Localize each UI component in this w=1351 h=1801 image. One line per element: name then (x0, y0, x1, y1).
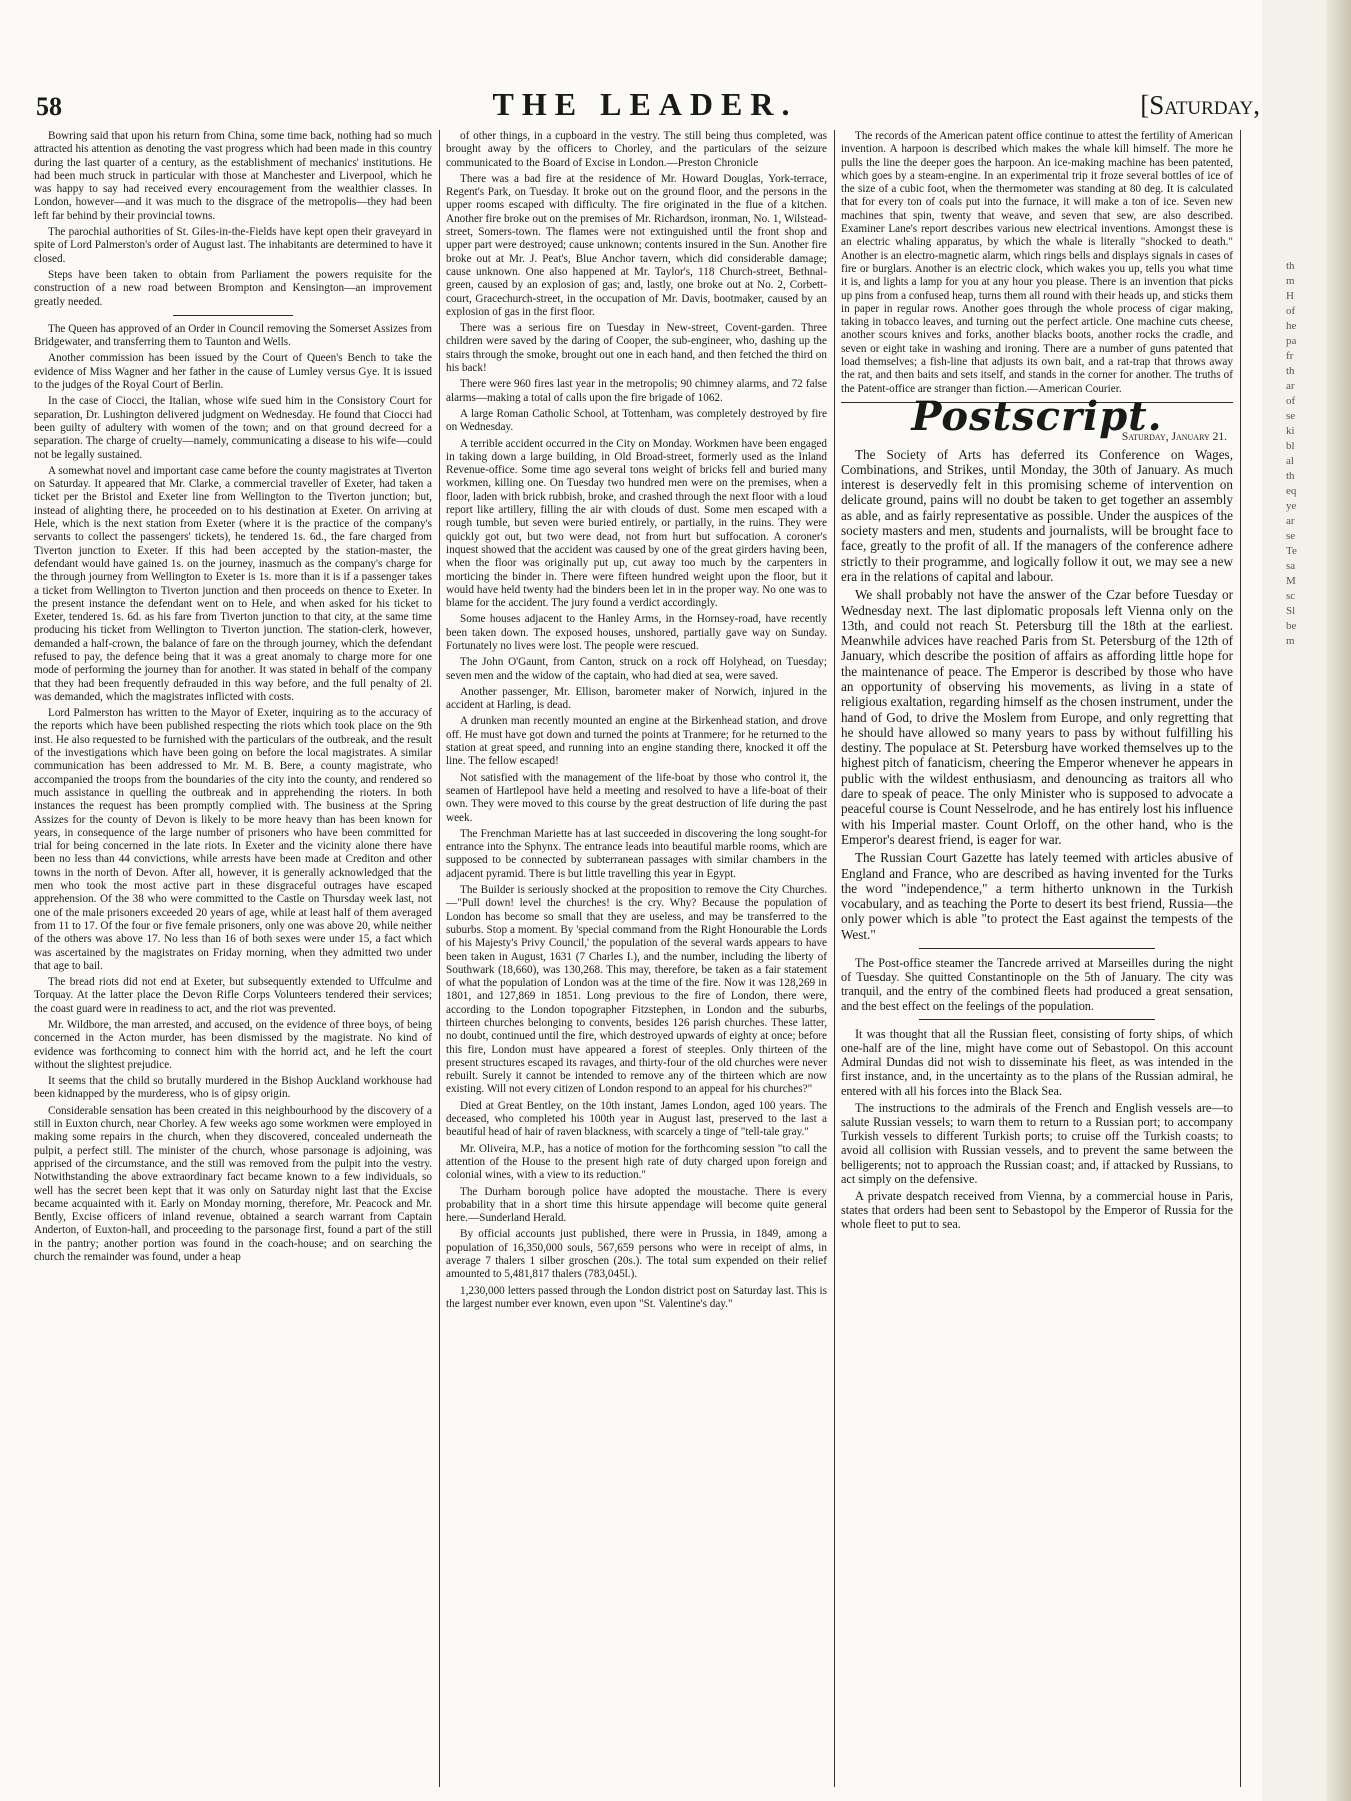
article-paragraph: There was a bad fire at the residence of Mr. Howard Douglas, York-terrace, Regent's Park, on Tuesday. It broke out on the ground floor, and the persons in the upper rooms escaped with difficulty. The fire originated in the flue of a kitchen. Another fire broke out on the premises of Mr. Richardson, ironman, No. 1, Wilstead-street, Somers-town. The flames were not extinguished until the front shop and upper part were destroyed; cause unknown; contents insured in the Sun. Another fire broke out at Mr. J. Peat's, Blue Anchor tavern, which did considerable damage; cause unknown. One also happened at Mr. Taylor's, 118 Church-street, Bethnal-green, caused by an explosion of gas; and, lastly, one broke out at No. 2, Corbett-court, Gracechurch-street, in the occupation of Mr. Davis, bootmaker, caused by an explosion of gas in the first floor. (446, 172, 827, 318)
article-paragraph: A private despatch received from Vienna, by a commercial house in Paris, states that orders had been sent to Sebastopol by the Emperor of Russia for the whole fleet to put to sea. (841, 1189, 1233, 1232)
article-paragraph: The bread riots did not end at Exeter, but subsequently extended to Uffculme and Torquay. At the latter place the Devon Rifle Corps Volunteers tendered their services; the coast guard were in readiness to act, and the riot was prevented. (34, 976, 432, 1015)
article-paragraph: Bowring said that upon his return from China, some time back, nothing had so much attracted his attention as denoting the vast progress which had been made in this country during the last quarter of a century, as the establishment of mechanics' institutions. He had been much struck in particular with those at Manchester and Liverpool, which he was happy to say had received every encouragement from the wealthier classes. In London, however—and it was much to the disgrace of the metropolis—they had been left far behind by their provincial towns. (34, 130, 432, 222)
article-paragraph: The Builder is seriously shocked at the proposition to remove the City Churches.—"Pull down! level the churches! is the cry. Why? Because the population of London has become so small that they are useless, and may be transferred to the suburbs. Stop a moment. By 'special command from the Right Honourable the Lords of his Majesty's Privy Council,' the population of the several wards appears to have been taken in August, 1631 (7 Charles I.), and the number, including the liberty of Southwark (18,660), was 130,268. This may, therefore, be taken as a fair statement of what the population of London was at the time of the fire. Now it was 128,269 in 1801, and 127,869 in 1851. Long previous to the fire of London, there were, according to the London topographer Fitzstephen, in London and the suburbs, thirteen churches belonging to convents, besides 126 parish churches. These latter, no doubt, continued until the fire, which destroyed upwards of eighty at once; before this fire, London must have appeared a forest of steeples. Only thirteen of the present structures escaped its ravages, and thirty-four of the old churches were never rebuilt. Surely it cannot be intended to remove any of the thirteen which are now existing. Will not every citizen of London respond to an appeal for his churches?" (446, 884, 827, 1096)
article-paragraph: Another commission has been issued by the Court of Queen's Bench to take the evidence of Miss Wagner and her father in the cause of Lumley versus Gye. It is issued to the judges of the Royal Court of Berlin. (34, 352, 432, 392)
article-paragraph: Steps have been taken to obtain from Parliament the powers requisite for the construction of a new road between Brompton and Kensington—an improvement greatly needed. (34, 268, 432, 308)
article-paragraph: We shall probably not have the answer of the Czar before Tuesday or Wednesday next. The last diplomatic proposals left Vienna only on the 13th, and could not reach St. Petersburg till the 18th at the earliest. Meanwhile advices have reached Paris from St. Petersburg of the 12th of January, which describe the position of affairs as affording little hope for the maintenance of peace. The Emperor is described by those who have an opportunity of observing his movements, as living in a state of religious exaltation, regarding himself as the chosen instrument, under the hand of God, to drive the Moslem from Europe, and only regretting that he should have allowed so many years to pass by without fulfilling his destiny. The populace at St. Petersburg have worked themselves up to the highest pitch of fanaticism, cheering the Emperor whenever he appears in public with the wildest enthusiasm, and denouncing as traitors all who dare to speak of peace. The only Minister who is supposed to advocate a peaceful course is Count Nesselrode, and he has entirely lost his influence with his Imperial master. Count Orloff, on the other hand, who is the Emperor's dearest friend, is eager for war. (841, 587, 1233, 847)
column-divider (834, 130, 835, 1787)
article-paragraph: It was thought that all the Russian fleet, consisting of forty ships, of which one-half are of the line, might have come out of Sebastopol. On this account Admiral Dundas did not wish to disseminate his fleet, as was intended in the first instance, and, in the uncertainty as to the plans of the Russian admiral, he entered with all his forces into the Black Sea. (841, 1026, 1233, 1098)
page-binding-shadow (1326, 0, 1351, 1801)
article-paragraph: The Durham borough police have adopted the moustache. There is every probability that in a short time this hirsute appendage will become quite general here.—Sunderland Herald. (446, 1185, 827, 1225)
article-paragraph: Some houses adjacent to the Hanley Arms, in the Hornsey-road, have recently been taken down. The exposed houses, unshored, partially gave way on Sunday. Fortunately no lives were lost. The people were rescued. (446, 613, 827, 652)
section-rule (173, 315, 292, 316)
article-paragraph: A terrible accident occurred in the City on Monday. Workmen have been engaged in taking down a large building, in Old Broad-street, formerly used as the Inland Revenue-office. Some time ago several tons weight of bricks fell and buried many workmen, killing one. On Tuesday two hundred men were on the premises, when a floor, laden with brick rubbish, broke, and crashed through the next floor with a loud report like artillery, filling the air with clouds of dust. Some men escaped with a rough tumble, but seven were buried entirely, or partially, in the ruins. They were quickly got out, but two were dead, not from hurt but suffocation. A coroner's inquest showed that the accident was caused by one of the great girders having been, when the floor was originally put up, cut away too much by the carpenters in morticing the binder in. There were fifteen hundred weight upon the floor, but it would have held twenty had the binders been let in in the proper way. No one was to blame for the accident. The jury found a verdict accordingly. (446, 437, 827, 610)
article-paragraph: A somewhat novel and important case came before the county magistrates at Tiverton on Saturday. It appeared that Mr. Clarke, a commercial traveller of Exeter, had taken a ticket per the Bristol and Exeter line from Wellington to the Tiverton junction; but, instead of alighting there, he proceeded on to his destination at Exeter. On arriving at Hele, which is the next station from Exeter (where it is the practice of the company's servants to collect the passengers' tickets), he tendered 1s. 6d., the fare charged from Tiverton junction to Exeter. If this had been accepted by the station-master, the defendant would have gained 1s. on the journey, inasmuch as the company's charge for the through journey from Wellington to Exeter is 1s. more than it is if a passenger takes a ticket from Wellington to Tiverton junction and then proceeds on thence to Exeter. In the present instance the defendant went on to Hele, and when asked for his ticket to Exeter, tendered 1s. 6d. as his fare from Tiverton junction to that city, at the same time producing his ticket from Wellington to Tiverton junction. The station-clerk, however, demanded a half-crown, the balance of fare on the through journey, which the defendant refused to pay, the defence being that it was a great anomaly to charge more for one mode of performing the journey than for another. It was stated in behalf of the company that they had been frequently defrauded in this way before, and the full penalty of 2l. was demanded, which the magistrates inflicted with costs. (34, 464, 432, 703)
article-paragraph: Another passenger, Mr. Ellison, barometer maker of Norwich, injured in the accident at Harling, is dead. (446, 685, 827, 712)
article-paragraph: A drunken man recently mounted an engine at the Birkenhead station, and drove off. He must have got down and turned the points at Tranmere; for he returned to the station at great speed, and running into an engine standing there, knocked it off the line. The fellow escaped! (446, 715, 827, 768)
section-rule (919, 948, 1154, 949)
newspaper-masthead: THE LEADER. (492, 86, 798, 122)
article-paragraph: There were 960 fires last year in the metropolis; 90 chimney alarms, and 72 false alarms—making a total of calls upon the fire brigade of 1062. (446, 378, 827, 404)
article-paragraph: 1,230,000 letters passed through the London district post on Saturday last. This is the largest number ever known, even upon "St. Valentine's day." (446, 1284, 827, 1310)
section-rule (919, 1019, 1154, 1020)
postscript-dateline: Saturday, January 21. (1121, 431, 1227, 444)
article-paragraph: Mr. Wildbore, the man arrested, and accused, on the evidence of three boys, of being concerned in the Acton murder, has been dismissed by the magistrate. No kind of evidence was forthcoming to connect him with the horrid act, and he left the court without the slightest prejudice. (34, 1019, 432, 1071)
article-paragraph: The Post-office steamer the Tancrede arrived at Marseilles during the night of Tuesday. She quitted Constantinople on the 5th of January. The city was tranquil, and the entry of the combined fleets had produced a great sensation, and the best effect on the feelings of the population. (841, 956, 1233, 1013)
article-paragraph: Considerable sensation has been created in this neighbourhood by the discovery of a still in Euxton church, near Chorley. A few weeks ago some workmen were employed in making some repairs in the church, when they discovered, concealed underneath the pulpit, a perfect still. The minister of the church, whose parsonage is adjoining, was apprised of the circumstance, and the still was removed from the pulpit into the vestry. Notwithstanding the above extraordinary fact became known to a few individuals, so well has the secret been kept that it was only on Saturday night last that the Excise became acquainted with it. Early on Monday morning, therefore, Mr. Peacock and Mr. Bently, Excise officers of inland revenue, obtained a search warrant from Captain Anderton, of Euxton-hall, and proceeding to the parsonage first, found a part of the still in the pantry; another portion was found in the coach-house; and on searching the church the remainder was found, under a heap (34, 1104, 432, 1264)
adjacent-page-fragments: th m H of he pa fr th ar of se ki bl al th eq ye ar se Te sa M sc Sl be m (1286, 260, 1297, 647)
column-3 (841, 130, 1233, 1787)
article-paragraph: In the case of Ciocci, the Italian, whose wife sued him in the Consistory Court for separation, Dr. Lushington delivered judgment on Wednesday. He found that Ciocci had been guilty of adultery with women of the town; and on that ground decreed for a separation. The charge of cruelty—namely, communicating a disease to his wife—could not be legally sustained. (34, 395, 432, 461)
article-paragraph: It seems that the child so brutally murdered in the Bishop Auckland workhouse had been kidnapped by the murderess, who is of gipsy origin. (34, 1075, 432, 1101)
article-paragraph: Mr. Oliveira, M.P., has a notice of motion for the forthcoming session "to call the attention of the House to the present high rate of duty charged upon foreign and colonial wines, with a view to its reduction." (446, 1142, 827, 1182)
article-paragraph: The Frenchman Mariette has at last succeeded in discovering the long sought-for entrance into the Sphynx. The entrance leads into beautiful marble rooms, which are supposed to be connected by subterranean passages with similar chambers in the adjacent pyramid. There is but little travelling this year in Egypt. (446, 827, 827, 880)
article-paragraph: The Queen has approved of an Order in Council removing the Somerset Assizes from Bridgewater, and transferring them to Taunton and Wells. (34, 322, 432, 349)
article-paragraph: There was a serious fire on Tuesday in New-street, Covent-garden. Three children were saved by the daring of Cooper, the sub-engineer, who, dashing up the stairs through the smoke, brought out one in each hand, and then fetched the third on his back! (446, 322, 827, 375)
issue-day: [Saturday, (1140, 90, 1260, 120)
column-divider (439, 130, 440, 1787)
article-paragraph: The Russian Court Gazette has lately teemed with articles abusive of England and France, who are described as having invented for the Turks the word "independence," a term hitherto unknown in the Turkish vocabulary, and as teaching the Porte to desert its best friend, Russia—the only power which is able "to protect the East against the tempests of the West." (841, 850, 1233, 942)
article-paragraph: By official accounts just published, there were in Prussia, in 1849, among a population of 16,350,000 souls, 567,659 persons who were in receipt of alms, in average 7 thalers 1 silber groschen (20s.). The total sum expended on their relief amounted to 5,481,817 thalers (783,045l.). (446, 1228, 827, 1281)
article-paragraph: The parochial authorities of St. Giles-in-the-Fields have kept open their graveyard in spite of Lord Palmerston's order of August last. The inhabitants are determined to have it closed. (34, 226, 432, 265)
column-2 (446, 130, 827, 1787)
article-paragraph: A large Roman Catholic School, at Tottenham, was completely destroyed by fire on Wednesday. (446, 407, 827, 434)
article-paragraph: The instructions to the admirals of the French and English vessels are—to salute Russian vessels; to warn them to return to a Russian port; to accompany Turkish vessels to different Turkish ports; to cruise off the Turkish coasts; to avoid all collision with Russian vessels, and to prevent the same between the belligerents; not to approach the Russian coast; and, if attacked by Russians, to act simply on the defensive. (841, 1100, 1233, 1186)
postscript-section (841, 447, 1233, 1232)
article-paragraph: Died at Great Bentley, on the 10th instant, James London, aged 100 years. The deceased, who completed his 100th year in August last, preserved to the last a beautiful head of hair of raven blackness, with scarcely a tinge of "tell-tale gray." (446, 1099, 827, 1139)
column-1 (34, 130, 432, 1787)
article-paragraph: of other things, in a cupboard in the vestry. The still being thus completed, was brought away by the officers to Chorley, and the particulars of the seizure communicated to the Board of Excise in London.—Preston Chronicle (446, 130, 827, 169)
postscript-heading: Postscript. (911, 392, 1163, 440)
page-header (30, 82, 1260, 122)
article-paragraph: The John O'Gaunt, from Canton, struck on a rock off Holyhead, on Tuesday; seven men and the widow of the captain, who had died at sea, were saved. (446, 656, 827, 682)
article-paragraph: Not satisfied with the management of the life-boat by those who control it, the seamen of Hartlepool have held a meeting and resolved to have a life-boat of their own. They were moved to this course by the great destruction of life during the past week. (446, 771, 827, 824)
page-number: 58 (36, 92, 62, 121)
article-paragraph: The Society of Arts has deferred its Conference on Wages, Combinations, and Strikes, until Monday, the 30th of January. As much interest is deservedly felt in this promising scheme of intervention on delicate ground, pains will no doubt be taken to get together an assembly as able, and as fairly representative as possible. Under the auspices of the society masters and men, students and journalists, will be brought face to face, greatly to the profit of all. If the managers of the conference adhere strictly to their programme, and logically follow it out, we may see a new era in the relations of capital and labour. (841, 446, 1233, 584)
article-paragraph: The records of the American patent office continue to attest the fertility of American invention. A harpoon is described which makes the whale kill himself. The more he pulls the line the deeper goes the harpoon. An ice-making machine has been patented, which goes by a steam-engine. In an experimental trip it froze several bottles of ice of the size of a cubic foot, when the thermometer was standing at 80 deg. It is calculated that for every ton of coals put into the furnace, it will make a ton of ice. Seven new machines that spin, twenty that weave, and seven that sew, are also described. Examiner Lane's report describes various new electrical inventions. Amongst these is an electric whaling apparatus, by which the whale is literally "shocked to death." Another is an electro-magnetic alarm, which rings bells and displays signals in cases of fire or burglars. Another is an electric clock, which wakes you up, tells you what time it is, and lights a lamp for you at any hour you please. There is an invention that picks up pins from a confused heap, turns them all round with their heads up, and sticks them in paper in regular rows. Another goes through the whole process of cigar making, taking in tobacco leaves, and turning out the perfect article. One machine cuts cheese, another scours knives and forks, another blacks boots, another rocks the cradle, and seven or eight take in washing and ironing. There are a number of guns patented that load themselves; a fish-line that adjusts its own bait, and a rat-trap that throws away the rat, and then baits and sets itself, and stands in the corner for another. The truths of the Patent-office are stranger than fiction.—American Courier. (841, 130, 1233, 395)
article-paragraph: Lord Palmerston has written to the Mayor of Exeter, inquiring as to the accuracy of the reports which have been published respecting the riots which took place on the 9th inst. He also requested to be furnished with the particulars of the outbreak, and the result of the investigations which have been going on before the local magistrates. A similar communication has been addressed to Mr. M. B. Bere, a county magistrate, who accompanied the troops from the boundaries of the city into the county, and rendered so much assistance in quelling the outbreak and in apprehending the rioters. In both instances the request has been promptly complied with. The business at the Spring Assizes for the county of Devon is likely to be more heavy than has been known for years, in consequence of the large number of prisoners who have been committed for trial for being concerned in the late riots. In Exeter and the vicinity alone there have been no less than 44 convictions, while arrests have been made at Crediton and other towns in the north of Devon. After all, however, it is generally acknowledged that the men who took the most active part in these disgraceful outrages have escaped apprehension. Of the 38 who were committed to the Castle on Thursday week last, not one of the male prisoners exceeded 20 years of age, while at least half of them averaged from 11 to 17. Of the four or five female prisoners, only one was above 20, while neither of the others was above 17. No less than 16 of both sexes were under 15, a fact which was ascertained by the magistrates on Friday morning, when they admitted two under that age to bail. (34, 707, 432, 972)
column-divider (1240, 130, 1241, 1787)
